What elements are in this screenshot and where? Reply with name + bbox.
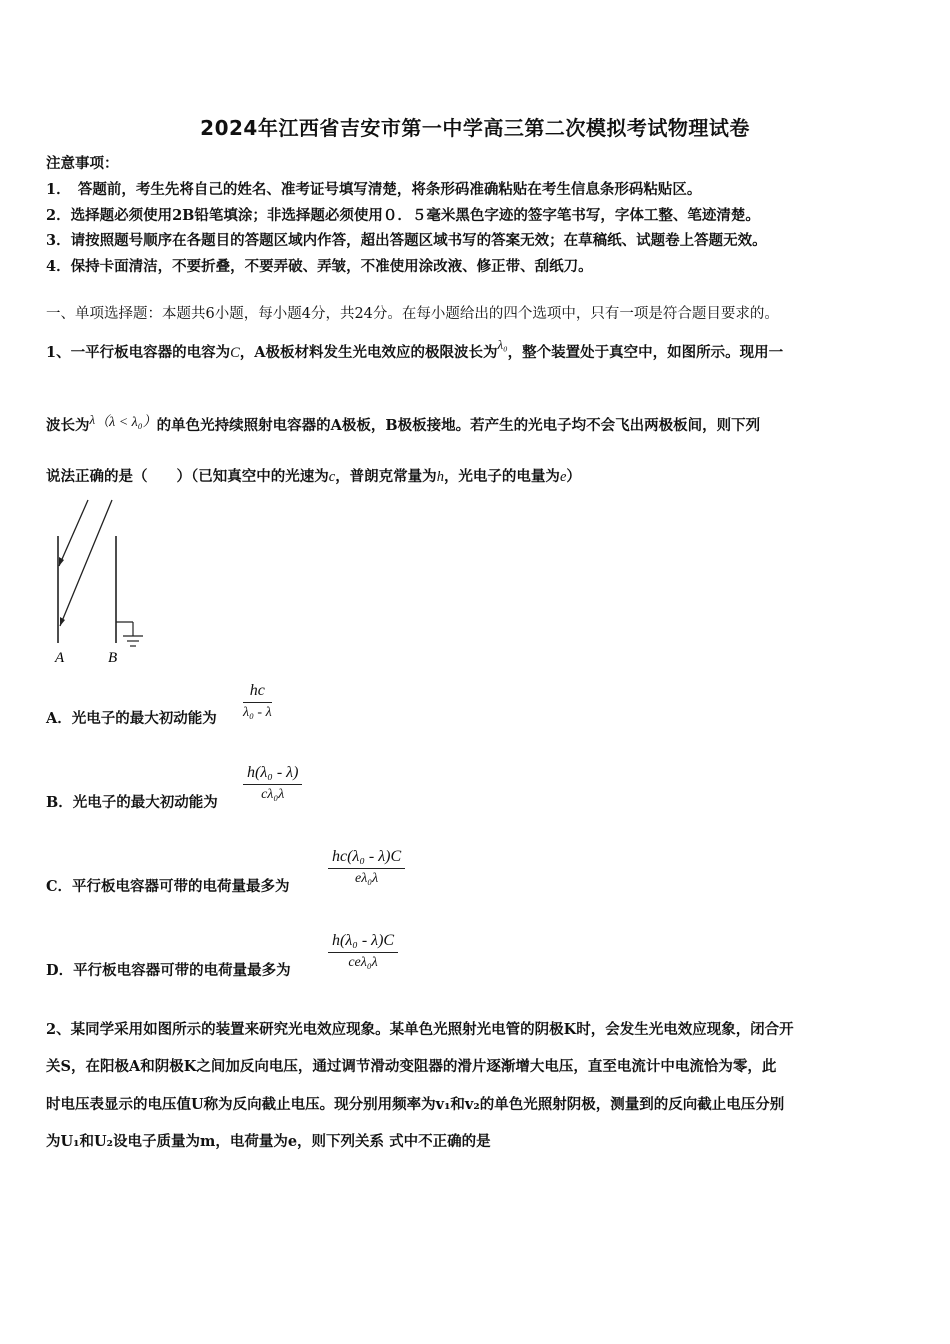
q1-text: ，整个装置处于真空中，如图所示。现用一 (507, 344, 784, 361)
denominator: λ₀ - λ (243, 705, 272, 720)
q1-text: ，光电子的电量为 (443, 468, 560, 485)
option-b-formula (243, 764, 302, 803)
capacitance-symbol: C (230, 345, 240, 361)
q1-text: 波长为 (46, 417, 90, 434)
notice-item: 2．选择题必须使用2B铅笔填涂；非选择题必须使用０．５毫米黑色字迹的签字笔书写，字体工整、笔迹清楚。 (46, 207, 760, 224)
plate-a-label: A (55, 650, 65, 666)
q1-text: 1、一平行板电容器的电容为 (46, 344, 231, 361)
q2-line: 2、某同学采用如图所示的装置来研究光电效应现象。某单色光照射光电管的阴极K时，会发生光电效应现象，闭合开 (46, 1021, 794, 1038)
notice-heading: 注意事项： (46, 155, 119, 172)
option-c[interactable]: C．平行板电容器可带的电荷量最多为 (46, 878, 290, 895)
lambda-symbol: λ (89, 412, 96, 427)
notice-item: 1． 答题前，考生先将自己的姓名、准考证号填写清楚，将条形码准确粘贴在考生信息条形码粘贴区。 (46, 181, 702, 198)
wavelength-condition: （λ < λ₀） (95, 415, 157, 430)
notice-item: 4．保持卡面清洁，不要折叠，不要弄破、弄皱，不准使用涂改液、修正带、刮纸刀。 (46, 258, 593, 275)
page-title: 2024年江西省吉安市第一中学高三第二次模拟考试物理试卷 (200, 116, 750, 140)
plate-b-label: B (108, 650, 118, 666)
q1-line3 (46, 465, 581, 486)
q1-line2 (46, 414, 760, 435)
option-c-formula (328, 848, 405, 887)
section-heading: 一、单项选择题：本题共6小题，每小题4分，共24分。在每小题给出的四个选项中，只有一项是符合题目要求的。 (46, 306, 779, 322)
q1-text: 说法正确的是（ ）（已知真空中的光速为 (46, 468, 329, 485)
capacitor-figure (46, 496, 156, 671)
numerator: h(λ₀ - λ)C (332, 932, 395, 949)
denominator: cλ₀λ (261, 787, 285, 802)
denominator: eλ₀λ (354, 871, 379, 886)
q1-text: 的单色光持续照射电容器的A极板，B极板接地。若产生的光电子均不会飞出两极板间，则下列 (156, 417, 761, 434)
q1-text: ，A极板材料发生光电效应的极限波长为 (239, 344, 498, 361)
e-symbol: e (559, 469, 567, 485)
q1-text: ） (566, 468, 581, 485)
q2-line: 关S，在阳极A和阴极K之间加反向电压，通过调节滑动变阻器的滑片逐渐增大电压，直至电流计中电流恰为零，此 (46, 1058, 777, 1075)
q1-line1 (46, 337, 784, 362)
arrow-head (59, 557, 64, 566)
option-a-formula (243, 682, 272, 721)
h-symbol: h (436, 469, 444, 485)
light-ray (59, 500, 88, 566)
option-b[interactable]: B．光电子的最大初动能为 (46, 794, 218, 811)
numerator: h(λ₀ - λ) (247, 764, 299, 781)
option-d[interactable]: D．平行板电容器可带的电荷量最多为 (46, 962, 291, 979)
q2-line: 时电压表显示的电压值U称为反向截止电压。现分别用频率为v₁和v₂的单色光照射阴极，测量到的反向截止电压分别 (46, 1096, 785, 1113)
light-ray (60, 500, 112, 626)
numerator: hc(λ₀ - λ)C (332, 848, 402, 865)
numerator: hc (249, 682, 265, 699)
q1-text: ，普朗克常量为 (335, 468, 437, 485)
denominator: ceλ₀λ (348, 955, 378, 970)
notice-item: 3．请按照题号顺序在各题目的答题区域内作答，超出答题区域书写的答案无效；在草稿纸、试题卷上答题无效。 (46, 232, 767, 249)
c-symbol: c (328, 469, 336, 485)
q2-line: 为U₁和U₂设电子质量为m，电荷量为e，则下列关系 式中不正确的是 (46, 1133, 491, 1150)
option-a[interactable]: A．光电子的最大初动能为 (46, 710, 217, 727)
option-d-formula (328, 932, 398, 971)
lambda0-symbol: λ₀ (497, 337, 508, 352)
